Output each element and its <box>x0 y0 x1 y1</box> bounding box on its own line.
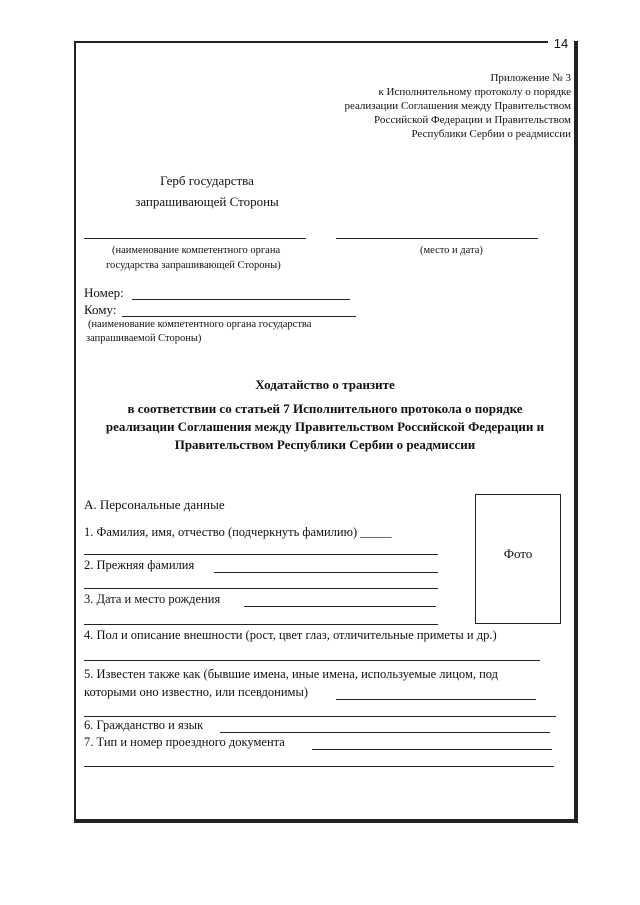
field-5-line <box>84 716 556 717</box>
recipient-caption-2: запрашиваемой Стороны) <box>86 333 202 344</box>
coat-of-arms-line-2: запрашивающей Стороны <box>135 194 279 209</box>
coat-of-arms-line-1: Герб государства <box>160 173 254 188</box>
field-4-sex-appearance: 4. Пол и описание внешности (рост, цвет глаз, отличительные приметы и др.) <box>84 628 497 642</box>
field-2-inline <box>214 572 438 573</box>
to-label: Кому: <box>84 302 117 317</box>
number-label: Номер: <box>84 285 124 300</box>
place-date-caption: (место и дата) <box>420 245 483 256</box>
field-5-inline <box>336 699 536 700</box>
field-4-line <box>84 660 540 661</box>
field-3-inline <box>244 606 436 607</box>
field-1-line <box>84 554 438 555</box>
photo-box <box>475 494 561 624</box>
document-subtitle-2: реализации Соглашения между Правительством Российской Федерации и <box>105 419 545 434</box>
authority-caption-2: государства запрашивающей Стороны) <box>106 260 281 271</box>
authority-line <box>84 238 306 239</box>
photo-label: Фото <box>503 546 533 561</box>
number-field-line <box>132 299 350 300</box>
field-7-travel-document: 7. Тип и номер проездного документа <box>84 735 285 749</box>
section-a-heading: А. Персональные данные <box>84 497 225 512</box>
annex-line-2: к Исполнительному протоколу о порядке <box>378 86 571 98</box>
place-date-line <box>336 238 538 239</box>
page-number: 14 <box>548 36 574 52</box>
field-2-former-surname: 2. Прежняя фамилия <box>84 558 195 572</box>
recipient-caption-1: (наименование компетентного органа государства <box>88 319 312 330</box>
field-3-birth-date-place: 3. Дата и место рождения <box>84 592 221 606</box>
annex-line-5: Республики Сербии о реадмиссии <box>411 128 571 140</box>
field-7-line <box>84 766 554 767</box>
field-1-full-name: 1. Фамилия, имя, отчество (подчеркнуть фамилию) _____ <box>84 525 392 539</box>
field-2-line <box>84 588 438 589</box>
authority-caption-1: (наименование компетентного органа <box>112 245 281 256</box>
document-subtitle-1: в соответствии со статьей 7 Исполнительного протокола о порядке <box>127 401 523 416</box>
field-5-aliases-line-2: которыми оно известно, или псевдонимы) <box>84 685 309 699</box>
annex-line-4: Российской Федерации и Правительством <box>374 114 571 126</box>
document-title: Ходатайство о транзите <box>255 377 395 392</box>
field-7-inline <box>312 749 552 750</box>
field-6-citizenship-language: 6. Гражданство и язык <box>84 718 204 732</box>
annex-line-1: Приложение № 3 <box>490 72 571 84</box>
field-5-aliases-line-1: 5. Известен также как (бывшие имена, иные имена, используемые лицом, под <box>84 667 499 681</box>
annex-line-3: реализации Соглашения между Правительством <box>344 100 571 112</box>
field-3-line <box>84 624 438 625</box>
document-subtitle-3: Правительством Республики Сербии о реадмиссии <box>174 437 476 452</box>
field-6-inline <box>220 732 550 733</box>
